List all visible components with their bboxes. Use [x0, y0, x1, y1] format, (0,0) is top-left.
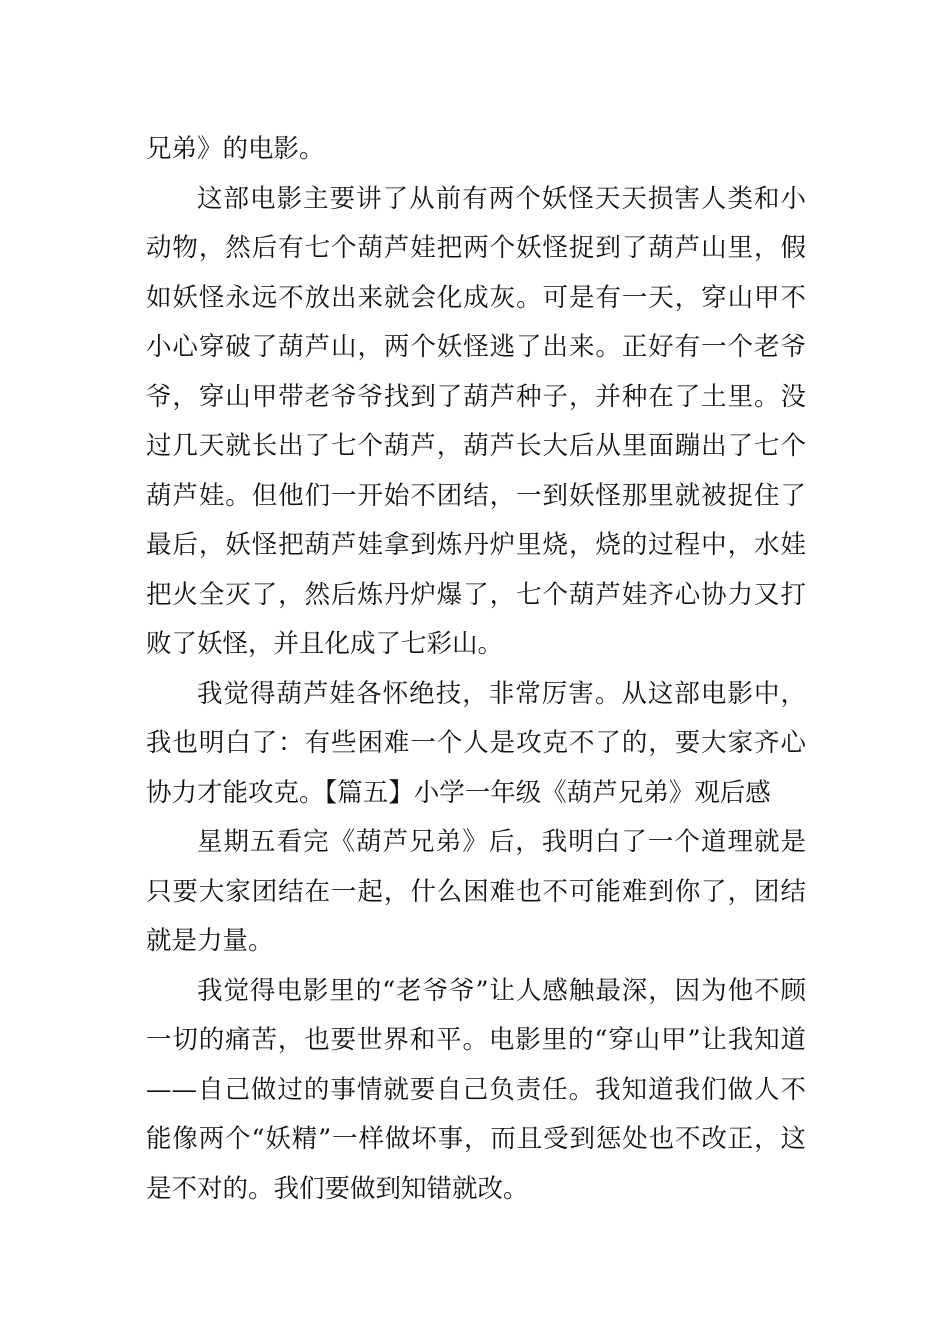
paragraph-reflection: 我觉得葫芦娃各怀绝技，非常厉害。从这部电影中，我也明白了：有些困难一个人是攻克不了的，要大家齐心协力才能攻克。【篇五】小学一年级《葫芦兄弟》观后感 [146, 678, 806, 808]
paragraph-unity-lesson: 星期五看完《葫芦兄弟》后，我明白了一个道理就是只要大家团结在一起，什么困难也不可能难到你了，团结就是力量。 [146, 827, 806, 956]
paragraph-plot-summary: 这部电影主要讲了从前有两个妖怪天天损害人类和小动物，然后有七个葫芦娃把两个妖怪捉到了葫芦山里，假如妖怪永远不放出来就会化成灰。可是有一天，穿山甲不小心穿破了葫芦山，两个妖怪逃了出来。正好有一个老爷爷，穿山甲带老爷爷找到了葫芦种子，并种在了土里。没过几天就长出了七个葫芦，葫芦长大后从里面蹦出了七个葫芦娃。但他们一开始不团结，一到妖怪那里就被捉住了最后，妖怪把葫芦娃拿到炼丹炉里烧，烧的过程中，水娃把火全灭了，然后炼丹炉爆了，七个葫芦娃齐心协力又打败了妖怪，并且化成了七彩山。 [146, 183, 806, 659]
document-body [146, 125, 806, 1214]
paragraph-continuation: 兄弟》的电影。 [146, 134, 325, 164]
paragraph-characters: 我觉得电影里的“老爷爷”让人感触最深，因为他不顾一切的痛苦，也要世界和平。电影里的“穿山甲”让我知道——自己做过的事情就要自己负责任。我知道我们做人不能像两个“妖精”一样做坏事，而且受到惩处也不改正，这是不对的。我们要做到知错就改。 [146, 975, 806, 1204]
